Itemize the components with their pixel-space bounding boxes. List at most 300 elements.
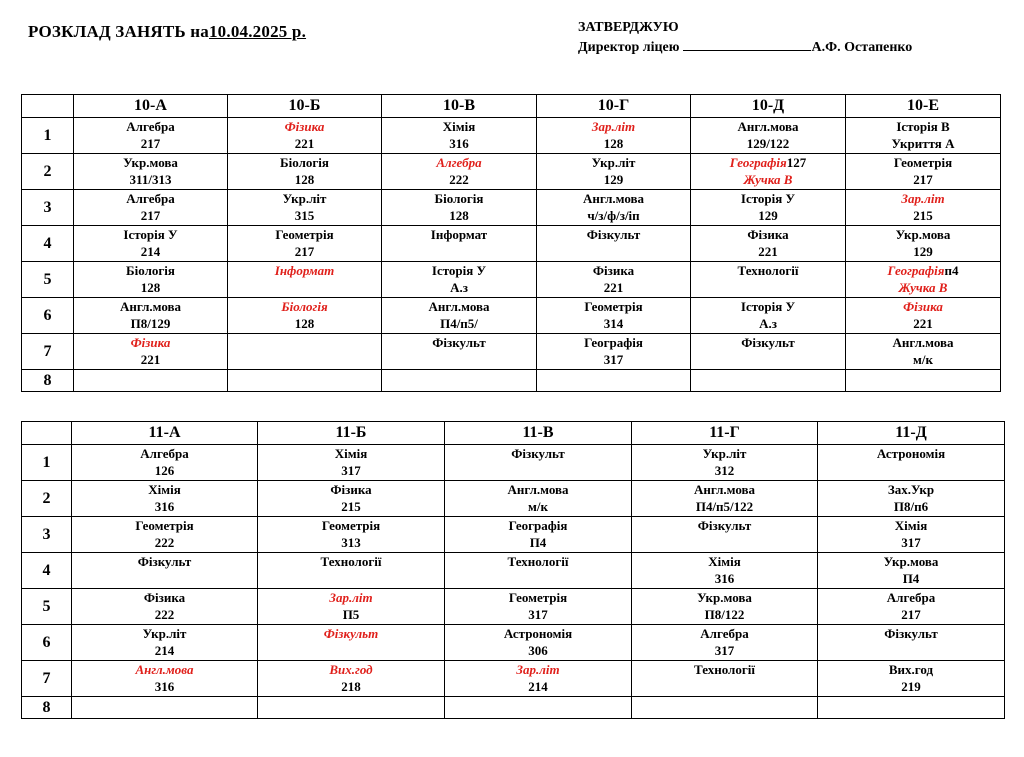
lesson-cell [72,445,258,481]
subject-line [258,481,444,498]
room-number: 214 [140,244,161,259]
lesson-cell [537,262,691,298]
lesson-cell [818,661,1005,697]
subject-name: Фізика [592,263,635,278]
subject-line [445,517,631,534]
class-header: 10-Е [846,95,1001,118]
lesson-cell [72,625,258,661]
subject-line [691,334,845,351]
lesson-cell [846,334,1001,370]
director-name: А.Ф. Остапенко [811,40,913,55]
lesson-cell [74,370,228,392]
class-header: 11-А [72,422,258,445]
subject-name: Фізкульт [741,335,795,350]
lesson-cell [818,445,1005,481]
lesson-cell [445,661,632,697]
subject-line [632,589,817,606]
lesson-cell [382,226,537,262]
subject-line [72,517,257,534]
subject-line [818,517,1004,534]
subject-name: Зар.літ [516,662,560,677]
room-number: 129 [758,208,778,223]
lesson-cell [228,298,382,334]
class-header: 10-А [74,95,228,118]
table-header-row [22,95,1001,118]
lesson-number: 7 [22,334,74,370]
subject-name: Фізика [747,227,789,242]
lesson-number: 3 [22,190,74,226]
subject-line [445,445,631,462]
lesson-cell [445,589,632,625]
table-header-row [22,422,1005,445]
subject-name: Фізкульт [432,335,486,350]
signature-line [683,38,811,51]
room-number: 221 [603,280,624,295]
lesson-number: 4 [22,226,74,262]
lesson-number: 1 [22,118,74,154]
lesson-cell [72,589,258,625]
subject-line [382,190,536,207]
subject-line [632,625,817,642]
room-number: П8/п6 [893,499,929,514]
lesson-cell [632,661,818,697]
approval-block [578,18,912,58]
subject-name: Алгебра [140,446,189,461]
lesson-cell [72,481,258,517]
subject-name: Фізкульт [323,626,379,641]
lesson-number: 7 [22,661,72,697]
lesson-cell [691,298,846,334]
lesson-cell [258,481,445,517]
lesson-cell [258,553,445,589]
subject-line [846,226,1000,243]
room-number: 314 [603,316,624,331]
schedule-table-10 [21,94,1001,392]
room-number: П5 [342,607,360,622]
subject-name: Інформат [430,227,488,242]
subject-name: Алгебра [126,191,175,206]
room-number: 217 [913,172,933,187]
schedule-table-11 [21,421,1005,719]
lesson-cell [74,334,228,370]
subject-line [632,661,817,678]
room-number: 214 [528,679,548,694]
table-row [22,625,1005,661]
subject-name: Хімія [894,518,928,533]
subject-line [258,517,444,534]
subject-name: Географія [584,335,643,350]
subject-line [445,625,631,642]
subject-line [228,118,381,135]
lesson-cell [632,697,818,719]
subject-name: Біологія [280,155,329,170]
room-number: 129/122 [746,136,790,151]
schedule-date: 10.04.2025 р. [208,22,307,41]
subject-line [818,445,1004,462]
lesson-number: 1 [22,445,72,481]
room-number: 313 [341,535,361,550]
subject-name: Англ.мова [737,119,799,134]
lesson-number: 6 [22,625,72,661]
lesson-cell [445,517,632,553]
subject-name: Англ.мова [892,335,954,350]
lesson-cell [537,226,691,262]
room-number: П4/п5/ [440,316,478,331]
lesson-cell [846,190,1001,226]
subject-name: Англ.мова [428,299,490,314]
room-number: 126 [154,463,175,478]
subject-line [818,481,1004,498]
room-number: 128 [603,136,624,151]
lesson-cell [258,589,445,625]
lesson-cell [382,118,537,154]
subject-name: Вих.год [329,662,373,677]
subject-line [445,661,631,678]
room-number: 221 [294,136,315,151]
subject-name: Алгебра [886,590,936,605]
room-number: П8/129 [130,316,171,331]
lesson-cell [258,661,445,697]
table-row [22,697,1005,719]
subject-name: Історія У [740,191,796,206]
subject-name: Англ.мова [135,662,194,677]
subject-name: Геометрія [321,518,381,533]
room-number: 215 [341,499,361,514]
subject-line [632,445,817,462]
subject-name: Геометрія [275,227,334,242]
subject-line [818,661,1004,678]
subject-name: Біологія [434,191,484,206]
subject-line [72,445,257,462]
lesson-number: 6 [22,298,74,334]
subject-name: Хімія [334,446,368,461]
class-header: 10-Д [691,95,846,118]
subject-line [632,553,817,570]
subject-name: Фізика [330,482,372,497]
lesson-cell [72,517,258,553]
lesson-cell [691,334,846,370]
room-number: 311/313 [129,172,172,187]
subject-name: Фізкульт [884,626,938,641]
lesson-cell [445,625,632,661]
subject-line [537,334,690,351]
title-prefix: РОЗКЛАД ЗАНЯТЬ на [28,22,209,41]
lesson-cell [691,118,846,154]
subject-line [382,226,536,243]
subject-line [382,154,536,171]
table-row [22,370,1001,392]
room-number: 316 [714,571,735,586]
lesson-cell [228,226,382,262]
table-row [22,481,1005,517]
subject-line [445,481,631,498]
subject-name: Біологія [281,299,328,314]
subject-name: Фізика [903,299,943,314]
director-line [578,38,912,58]
room-number: П4 [529,535,547,550]
class-header: 10-Г [537,95,691,118]
table-row [22,517,1005,553]
room-number: 128 [294,172,315,187]
subject-name: Історія У [123,227,178,242]
subject-name: Алгебра [126,119,175,134]
subject-line [228,226,381,243]
lesson-cell [258,445,445,481]
lesson-cell [74,154,228,190]
subject-line [74,334,227,351]
room-number: 222 [449,172,469,187]
lesson-number: 8 [22,697,72,719]
subject-name: Історія У [740,299,796,314]
subject-name: Англ.мова [693,482,756,497]
subject-name: Алгебра [700,626,749,641]
lesson-number: 5 [22,262,74,298]
lesson-cell [258,517,445,553]
subject-name: Технології [507,554,569,569]
subject-name: Геометрія [135,518,194,533]
room-number: 221 [913,316,933,331]
room-number: 215 [913,208,933,223]
subject-name: Зар.літ [901,191,945,206]
lesson-cell [228,262,382,298]
lesson-cell [632,589,818,625]
room-number: 214 [154,643,175,658]
subject-line [74,154,227,171]
subject-name: Зар.літ [591,119,636,134]
subject-line [846,118,1000,135]
subject-line [258,445,444,462]
room-number: 217 [294,244,315,259]
subject-line [72,625,257,642]
lesson-cell [846,154,1001,190]
lesson-cell [632,625,818,661]
subject-line [74,190,227,207]
lesson-cell [74,226,228,262]
subject-suffix: п4 [944,263,959,278]
room-number: м/к [913,352,933,367]
room-number: 217 [140,136,161,151]
subject-name: Англ.мова [119,299,182,314]
room-number: 221 [140,352,161,367]
lesson-cell [445,553,632,589]
lesson-cell [691,262,846,298]
subject-name: Зар.літ [329,590,373,605]
subject-line [258,661,444,678]
subject-name: Укр.літ [282,191,327,206]
lesson-cell [382,334,537,370]
subject-name: Фізкульт [511,446,565,461]
table-row [22,154,1001,190]
subject-name: Укр.мова [697,590,752,605]
lesson-cell [445,481,632,517]
approve-label: ЗАТВЕРДЖУЮ [578,20,679,35]
subject-line [818,625,1004,642]
table-row [22,445,1005,481]
lesson-cell [537,334,691,370]
subject-name: Англ.мова [507,482,569,497]
table-body [22,118,1001,392]
subject-line [537,226,690,243]
class-header: 11-Д [818,422,1005,445]
subject-line [846,190,1000,207]
room-number: 217 [901,607,921,622]
lesson-cell [691,370,846,392]
subject-name: Фізика [284,119,325,134]
room-number: 221 [758,244,778,259]
subject-name: Фізкульт [697,518,752,533]
lesson-cell [537,298,691,334]
lesson-cell [382,298,537,334]
lesson-number: 5 [22,589,72,625]
room-number: 317 [714,643,735,658]
director-label: Директор ліцею [578,40,680,55]
subject-name: Зах.Укр [887,482,935,497]
subject-line [74,226,227,243]
subject-line [382,298,536,315]
subject-line [258,553,444,570]
lesson-cell [228,370,382,392]
lesson-cell [74,298,228,334]
class-header: 11-Г [632,422,818,445]
lesson-cell [818,589,1005,625]
lesson-number: 3 [22,517,72,553]
subject-line [691,190,845,207]
subject-name: Фізика [143,590,186,605]
subject-name: Географія [508,518,568,533]
subject-line [72,589,257,606]
subject-line [228,298,381,315]
lesson-cell [382,190,537,226]
subject-name: Технології [320,554,382,569]
table-body [22,445,1005,719]
lesson-cell [691,190,846,226]
subject-line [72,553,257,570]
subject-line [632,481,817,498]
table-row [22,262,1001,298]
subject-line [537,118,690,135]
room-number: 316 [154,679,175,694]
lesson-cell [74,262,228,298]
room-number: Жучка В [898,280,948,295]
lesson-cell [691,154,846,190]
subject-name: Англ.мова [582,191,645,206]
subject-name: Укр.літ [591,155,636,170]
room-number: 128 [294,316,315,331]
room-number: 306 [528,643,548,658]
subject-name: Історія У [431,263,487,278]
subject-line [846,334,1000,351]
subject-line [228,154,381,171]
subject-suffix: 127 [786,155,807,170]
subject-line [537,262,690,279]
subject-name: Геометрія [584,299,643,314]
subject-name: Укр.літ [142,626,187,641]
lesson-cell [632,517,818,553]
lesson-cell [632,553,818,589]
lesson-cell [74,190,228,226]
subject-line [537,190,690,207]
subject-line [382,262,536,279]
lesson-cell [258,697,445,719]
subject-name: Історія В [896,119,950,134]
lesson-cell [445,445,632,481]
room-number: А.з [450,280,468,295]
subject-name: Фізкульт [137,554,192,569]
room-number: 222 [154,607,175,622]
lesson-cell [228,154,382,190]
subject-line [72,481,257,498]
subject-name: Фізкульт [586,227,641,242]
subject-name: Географія [887,263,945,278]
subject-line [74,262,227,279]
room-number: 129 [603,172,624,187]
table-row [22,334,1001,370]
subject-line [445,553,631,570]
subject-line [72,661,257,678]
lesson-cell [74,118,228,154]
lesson-number: 4 [22,553,72,589]
room-number: 316 [154,499,175,514]
room-number: 128 [140,280,161,295]
subject-name: Укр.мова [895,227,951,242]
room-number: Укриття А [891,136,955,151]
table-row [22,118,1001,154]
subject-name: Біологія [126,263,175,278]
subject-line [228,190,381,207]
lesson-number: 2 [22,154,74,190]
room-number: П8/122 [704,607,745,622]
room-number: ч/з/ф/з/іп [587,208,640,223]
subject-line [537,298,690,315]
room-number: 317 [528,607,548,622]
table-row [22,553,1005,589]
table-row [22,661,1005,697]
room-number: 312 [714,463,735,478]
subject-line [632,517,817,534]
room-number: 218 [341,679,361,694]
subject-name: Геометрія [508,590,568,605]
lesson-cell [537,370,691,392]
lesson-cell [818,481,1005,517]
subject-line [846,298,1000,315]
lesson-cell [632,481,818,517]
class-header: 10-В [382,95,537,118]
subject-name: Вих.год [888,662,934,677]
class-header: 11-Б [258,422,445,445]
room-number: 316 [449,136,469,151]
subject-name: Інформат [274,263,335,278]
lesson-cell [258,625,445,661]
table-row [22,298,1001,334]
lesson-cell [818,553,1005,589]
table-row [22,190,1001,226]
class-header: 11-В [445,422,632,445]
lesson-cell [228,334,382,370]
class-header: 10-Б [228,95,382,118]
lesson-number: 2 [22,481,72,517]
subject-line [691,262,845,279]
subject-name: Укр.мова [883,554,939,569]
header-corner-cell [22,422,72,445]
subject-line [537,154,690,171]
lesson-cell [228,118,382,154]
lesson-cell [632,445,818,481]
page-title [28,22,306,42]
subject-line [818,589,1004,606]
lesson-cell [228,190,382,226]
subject-name: Географія [729,155,787,170]
lesson-cell [537,118,691,154]
